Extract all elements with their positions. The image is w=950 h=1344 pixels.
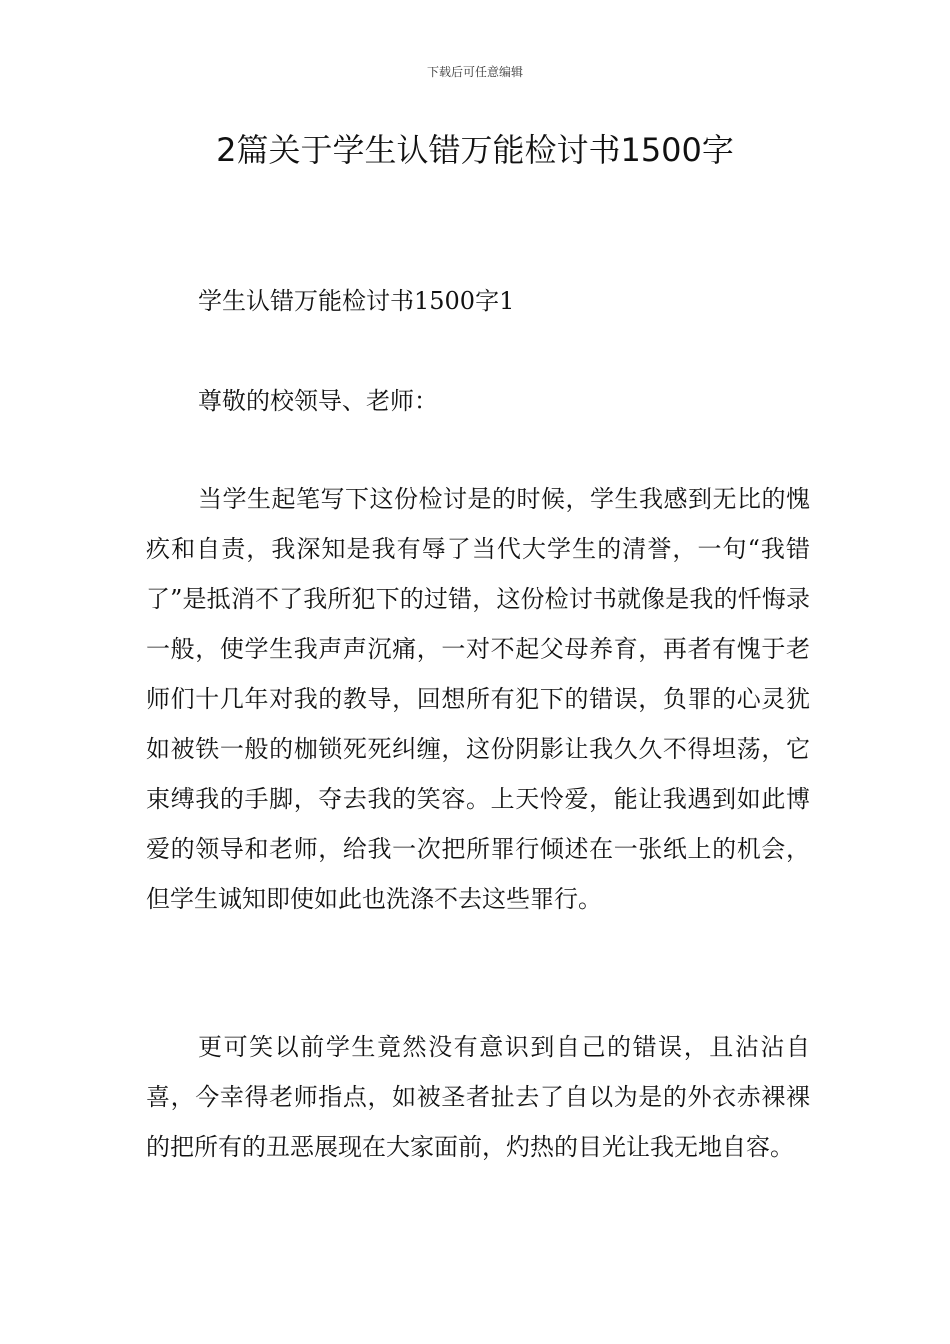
document-title: 2篇关于学生认错万能检讨书1500字 [216,131,734,169]
header-note: 下载后可任意编辑 [426,65,523,79]
paragraph-block [146,474,810,924]
body-paragraph: 当学生起笔写下这份检讨是的时候，学生我感到无比的愧疚和自责，我深知是我有辱了当代大学生的清誉，一句“我错了”是抵消不了我所犯下的过错，这份检讨书就像是我的忏悔录一般，使学生我声声沉痛，一对不起父母养育，再者有愧于老师们十几年对我的教导，回想所有犯下的错误，负罪的心灵犹如被铁一般的枷锁死死纠缠，这份阴影让我久久不得坦荡，它束缚我的手脚，夺去我的笑容。上天怜爱，能让我遇到如此博爱的领导和老师，给我一次把所罪行倾述在一张纸上的机会，但学生诚知即使如此也洗涤不去这些罪行。 [146,485,810,913]
salutation: 尊敬的校领导、老师： [198,387,438,415]
body-paragraph: 更可笑以前学生竟然没有意识到自己的错误，且沾沾自喜，今幸得老师指点，如被圣者扯去了自以为是的外衣赤裸裸的把所有的丑恶展现在大家面前，灼热的目光让我无地自容。 [146,1033,810,1161]
paragraph-block [146,1022,810,1172]
section-title: 学生认错万能检讨书1500字1 [198,287,515,315]
